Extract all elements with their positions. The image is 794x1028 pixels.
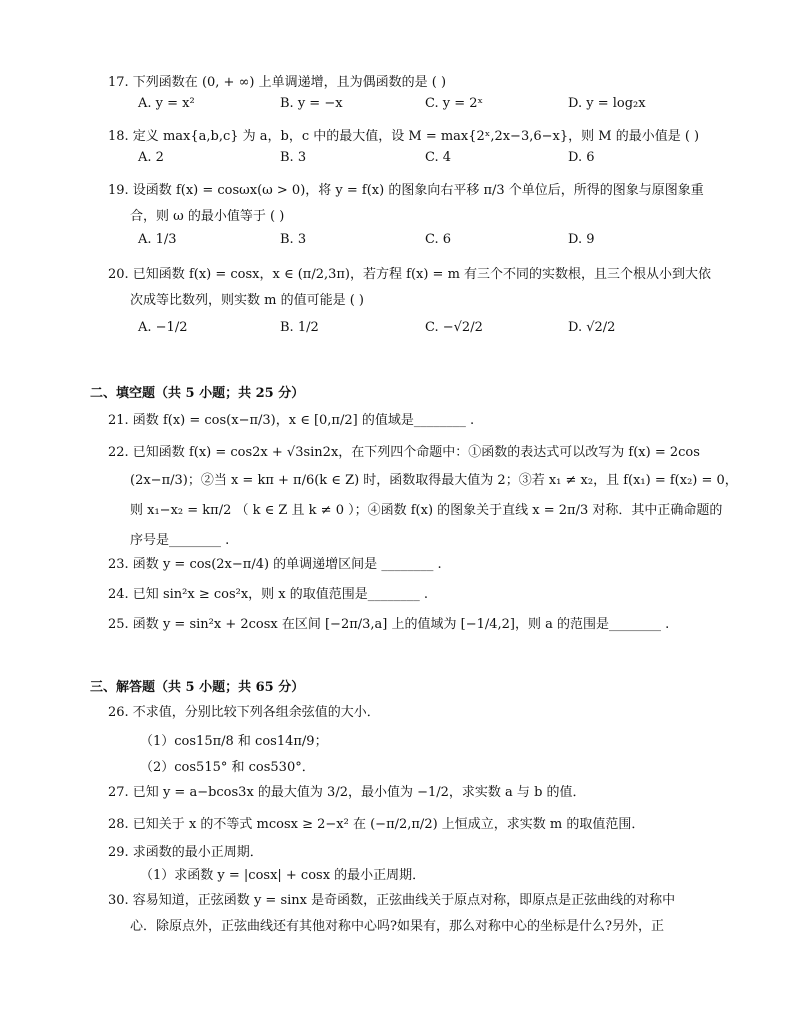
question-text: 18. 定义 max{a,b,c} 为 a，b，c 中的最大值，设 M = max{2ˣ,2x−3,6−x}，则 M 的最小值是 ( )	[108, 129, 700, 144]
question-22	[108, 440, 738, 554]
question-26-part-1: （1）cos15π/8 和 cos14π/9；	[140, 734, 328, 749]
option-a: A. 1/3	[138, 232, 177, 247]
question-19	[108, 178, 718, 230]
question-text-line-2: (2x−π/3)；②当 x = kπ + π/6(k ∈ Z) 时，函数取得最大值为 2；③若 x₁ ≠ x₂，且 f(x₁) = f(x₂) = 0，	[130, 473, 738, 488]
section-heading-fill-in: 二、填空题（共 5 小题；共 25 分）	[90, 386, 305, 401]
question-text-line-1: 30. 容易知道，正弦函数 y = sinx 是奇函数，正弦曲线关于原点对称，即原点是正弦曲线的对称中	[108, 893, 676, 908]
question-text-line-1: 20. 已知函数 f(x) = cosx，x ∈ (π/2,3π)，若方程 f(x) = m 有三个不同的实数根，且三个根从小到大依	[108, 267, 712, 282]
question-text-line-4: 序号是________ .	[130, 533, 230, 548]
option-b: B. y = −x	[280, 96, 343, 111]
question-18	[108, 124, 718, 150]
question-text-line-1: 22. 已知函数 f(x) = cos2x + √3sin2x，在下列四个命题中：①函数的表达式可以改写为 f(x) = 2cos	[108, 445, 700, 460]
question-29-part-1: （1）求函数 y = |cosx| + cosx 的最小正周期．	[140, 868, 426, 883]
option-d: D. 6	[568, 150, 595, 165]
option-b: B. 3	[280, 150, 307, 165]
option-c: C. −√2/2	[425, 320, 483, 335]
question-text: 25. 函数 y = sin²x + 2cosx 在区间 [−2π/3,a] 上的值域为 [−1/4,2]，则 a 的范围是________ .	[108, 617, 670, 632]
question-text-line-2: 心．除原点外，正弦曲线还有其他对称中心吗?如果有，那么对称中心的坐标是什么?另外，正	[130, 919, 664, 934]
options-20	[138, 320, 708, 344]
question-text: 24. 已知 sin²x ≥ cos²x，则 x 的取值范围是________ .	[108, 587, 429, 602]
question-28	[108, 812, 718, 838]
option-c: C. y = 2ˣ	[425, 96, 484, 111]
option-a: A. −1/2	[138, 320, 188, 335]
option-c: C. 6	[425, 232, 452, 247]
option-d: D. y = log₂x	[568, 96, 646, 111]
question-text: 27. 已知 y = a−bcos3x 的最大值为 3/2，最小值为 −1/2，求实数 a 与 b 的值．	[108, 785, 586, 800]
question-26-part-2: （2）cos515° 和 cos530°．	[140, 760, 315, 775]
option-d: D. 9	[568, 232, 595, 247]
option-d: D. √2/2	[568, 320, 616, 335]
option-a: A. y = x²	[138, 96, 195, 111]
options-18	[138, 150, 708, 174]
options-17	[138, 96, 708, 120]
question-24	[108, 582, 718, 608]
question-17	[108, 70, 718, 96]
question-21	[108, 408, 718, 434]
option-b: B. 1/2	[280, 320, 319, 335]
question-text: 21. 函数 f(x) = cos(x−π/3)，x ∈ [0,π/2] 的值域是________ .	[108, 413, 475, 428]
question-text: 29. 求函数的最小正周期．	[108, 845, 263, 860]
option-b: B. 3	[280, 232, 307, 247]
question-text: 17. 下列函数在 (0, + ∞) 上单调递增，且为偶函数的是 ( )	[108, 75, 447, 90]
options-19	[138, 232, 708, 256]
question-text-line-2: 合，则 ω 的最小值等于 ( )	[130, 209, 285, 224]
option-a: A. 2	[138, 150, 164, 165]
question-25	[108, 612, 718, 638]
question-text: 26. 不求值，分别比较下列各组余弦值的大小．	[108, 705, 380, 720]
question-30	[108, 888, 718, 940]
option-c: C. 4	[425, 150, 452, 165]
section-heading-solve: 三、解答题（共 5 小题；共 65 分）	[90, 680, 305, 695]
question-text: 23. 函数 y = cos(2x−π/4) 的单调递增区间是 ________ .	[108, 557, 442, 572]
question-text-line-1: 19. 设函数 f(x) = cosωx(ω > 0)，将 y = f(x) 的图象向右平移 π/3 个单位后，所得的图象与原图象重	[108, 183, 704, 198]
question-29	[108, 840, 718, 866]
question-text-line-2: 次成等比数列，则实数 m 的值可能是 ( )	[130, 293, 365, 308]
question-23	[108, 552, 718, 578]
question-27	[108, 780, 718, 806]
question-20	[108, 262, 718, 314]
question-26	[108, 700, 718, 726]
question-text: 28. 已知关于 x 的不等式 mcosx ≥ 2−x² 在 (−π/2,π/2) 上恒成立，求实数 m 的取值范围．	[108, 817, 645, 832]
question-text-line-3: 则 x₁−x₂ = kπ/2 （ k ∈ Z 且 k ≠ 0 ）；④函数 f(x) 的图象关于直线 x = 2π/3 对称．其中正确命题的	[130, 503, 723, 518]
